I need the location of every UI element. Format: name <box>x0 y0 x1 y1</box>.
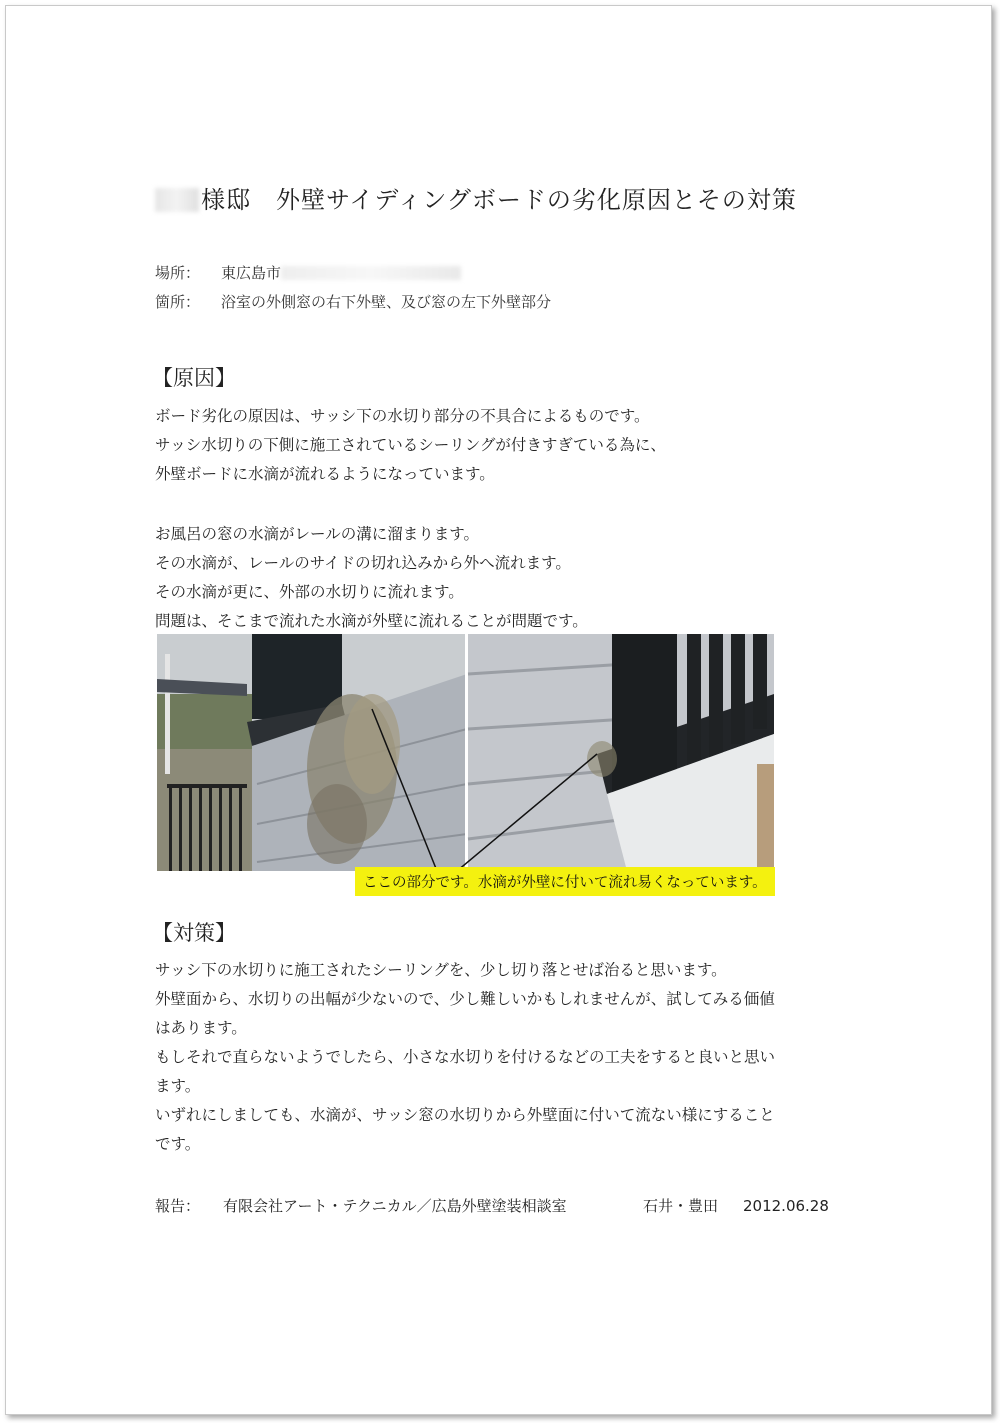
cause-heading: 【原因】 <box>152 366 236 390</box>
text-line: その水滴が、レールのサイドの切れ込みから外へ流れます。 <box>155 554 571 572</box>
report-date: 2012.06.28 <box>743 1197 829 1215</box>
redacted-address <box>281 266 461 280</box>
location-row <box>155 262 461 283</box>
text-line: いずれにしましても、水滴が、サッシ窓の水切りから外壁面に付いて流ない様にすること <box>155 1106 775 1124</box>
report-company: 有限会社アート・テクニカル／広島外壁塗装相談室 <box>223 1197 567 1215</box>
title-text: 様邸 外壁サイディングボードの劣化原因とその対策 <box>201 186 797 214</box>
report-label: 報告： <box>155 1197 201 1215</box>
text-line: です。 <box>155 1135 201 1153</box>
cause-paragraph-1 <box>155 402 666 489</box>
page-title <box>155 180 797 215</box>
text-line: サッシ水切りの下側に施工されているシーリングが付きすぎている為に、 <box>155 436 666 454</box>
text-line: その水滴が更に、外部の水切りに流れます。 <box>155 583 464 601</box>
report-footer <box>155 1195 829 1216</box>
area-label: 箇所： <box>155 293 201 311</box>
text-line: ボード劣化の原因は、サッシ下の水切り部分の不具合によるものです。 <box>155 407 650 425</box>
text-line: 外壁ボードに水滴が流れるようになっています。 <box>155 465 495 483</box>
text-line: もしそれで直らないようでしたら、小さな水切りを付けるなどの工夫をすると良いと思い <box>155 1048 776 1066</box>
text-line: はあります。 <box>155 1019 247 1037</box>
cause-paragraph-2 <box>155 520 588 636</box>
report-names: 石井・豊田 <box>643 1197 719 1215</box>
text-line: 外壁面から、水切りの出幅が少ないので、少し難しいかもしれませんが、試してみる価値 <box>155 990 775 1008</box>
countermeasure-body <box>155 956 775 1159</box>
location-value: 東広島市 <box>221 264 282 282</box>
redacted-name <box>155 188 199 212</box>
text-line: 問題は、そこまで流れた水滴が外壁に流れることが問題です。 <box>155 612 588 630</box>
photo-caption: ここの部分です。水滴が外壁に付いて流れ易くなっています。 <box>355 867 775 896</box>
location-label: 場所： <box>155 264 201 282</box>
area-value: 浴室の外側窓の右下外壁、及び窓の左下外壁部分 <box>221 293 552 311</box>
text-line: サッシ下の水切りに施工されたシーリングを、少し切り落とせば治ると思います。 <box>155 961 727 979</box>
text-line: お風呂の窓の水滴がレールの溝に溜まります。 <box>155 525 479 543</box>
area-row <box>155 291 551 312</box>
countermeasure-heading: 【対策】 <box>152 921 236 945</box>
text-line: ます。 <box>155 1077 201 1095</box>
wall-damage-photo <box>157 634 774 871</box>
